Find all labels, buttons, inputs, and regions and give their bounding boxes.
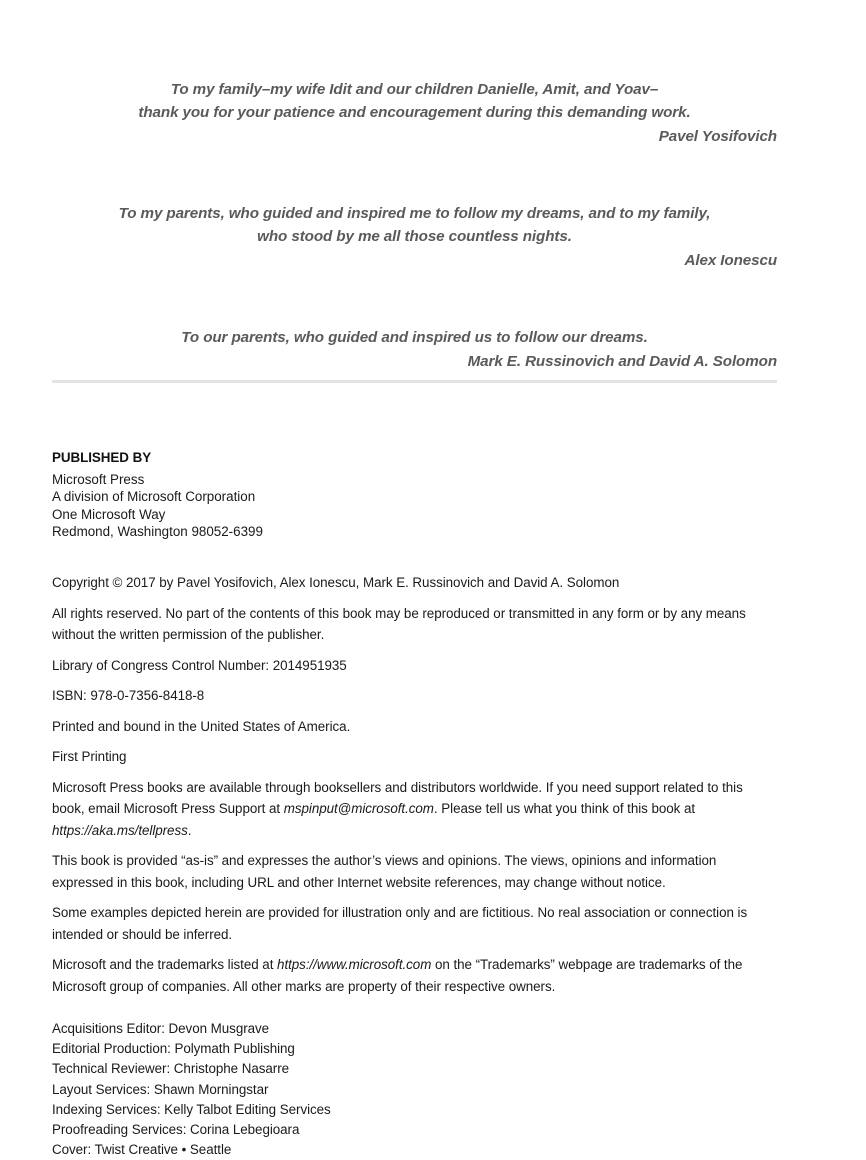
- support-text-mid: . Please tell us what you think of this book at: [433, 801, 696, 817]
- dedication-text-3: [52, 326, 777, 349]
- credit-technical-reviewer: Technical Reviewer: Christophe Nasarre: [52, 1061, 289, 1077]
- credit-proofreading-services: Proofreading Services: Corina Lebegioara: [52, 1122, 300, 1138]
- dedication-block-3: [52, 326, 777, 373]
- trademarks-url: https://www.microsoft.com: [277, 957, 432, 973]
- publisher-address: [52, 471, 777, 540]
- dedication-text-1: [52, 78, 777, 124]
- dedication-author-1: Pavel Yosifovich: [658, 128, 777, 145]
- credit-layout-services: Layout Services: Shawn Morningstar: [52, 1081, 269, 1097]
- publisher-name: Microsoft Press: [52, 472, 145, 488]
- trademarks-text-lead: Microsoft and the trademarks listed at: [52, 957, 278, 973]
- dedication-text-2: [52, 202, 777, 248]
- lccn-line: Library of Congress Control Number: 2014951935: [52, 657, 347, 673]
- legal-section: [52, 572, 777, 997]
- dedication-block-1: [52, 78, 777, 148]
- dedication-line: To our parents, who guided and inspired us to follow our dreams.: [181, 329, 648, 346]
- as-is-disclaimer: This book is provided “as-is” and expresses the author’s views and opinions. The views, opinions and information expressed in this book, including URL and other Internet website references, may change without notice.: [52, 853, 717, 890]
- publisher-street: One Microsoft Way: [52, 506, 166, 522]
- dedication-block-2: [52, 202, 777, 272]
- support-text-end: .: [187, 822, 192, 838]
- support-feedback-url: https://aka.ms/tellpress: [52, 822, 188, 838]
- section-divider: [52, 380, 777, 383]
- publisher-division: A division of Microsoft Corporation: [52, 489, 256, 505]
- support-paragraph: [52, 777, 777, 842]
- isbn-line: ISBN: 978-0-7356-8418-8: [52, 688, 205, 704]
- trademarks-notice: [52, 954, 777, 997]
- publication-info-section: [52, 449, 777, 1160]
- dedications-section: [52, 78, 777, 373]
- copyright-notice: Copyright © 2017 by Pavel Yosifovich, Alex Ionescu, Mark E. Russinovich and David A. Solomon: [52, 575, 620, 591]
- dedication-line: who stood by me all those countless nights.: [257, 228, 572, 245]
- rights-reserved-notice: All rights reserved. No part of the contents of this book may be reproduced or transmitted in any form or by any means without the written permission of the publisher.: [52, 605, 746, 643]
- credit-acquisitions-editor: Acquisitions Editor: Devon Musgrave: [52, 1021, 270, 1037]
- dedication-line: thank you for your patience and encouragement during this demanding work.: [138, 104, 691, 121]
- publisher-city-state-zip: Redmond, Washington 98052-6399: [52, 523, 263, 539]
- credits-section: [52, 1019, 777, 1160]
- published-by-heading: PUBLISHED BY: [52, 450, 152, 465]
- dedication-author-2: Alex Ionescu: [684, 252, 777, 269]
- credit-indexing-services: Indexing Services: Kelly Talbot Editing Services: [52, 1101, 331, 1117]
- fictitious-examples-disclaimer: Some examples depicted herein are provided for illustration only and are fictitious. No real association or connection is intended or should be inferred.: [52, 905, 748, 942]
- printed-in-line: Printed and bound in the United States of America.: [52, 718, 351, 734]
- support-text-lead: Microsoft Press books are available through booksellers and distributors worldwide. If you need support related to this book, email Microsoft Press Support at: [52, 779, 743, 817]
- credit-cover: Cover: Twist Creative • Seattle: [52, 1142, 232, 1158]
- dedication-author-3: Mark E. Russinovich and David A. Solomon: [467, 353, 777, 370]
- printing-line: First Printing: [52, 749, 127, 765]
- credit-editorial-production: Editorial Production: Polymath Publishing: [52, 1041, 295, 1057]
- dedication-line: To my parents, who guided and inspired me to follow my dreams, and to my family,: [118, 205, 711, 222]
- support-email-address: mspinput@microsoft.com: [283, 801, 434, 817]
- trademarks-text-end: on the “Trademarks” webpage are trademarks of the Microsoft group of companies. All other marks are property of their respective owners.: [52, 957, 743, 994]
- dedication-line: To my family–my wife Idit and our children Danielle, Amit, and Yoav–: [170, 81, 659, 98]
